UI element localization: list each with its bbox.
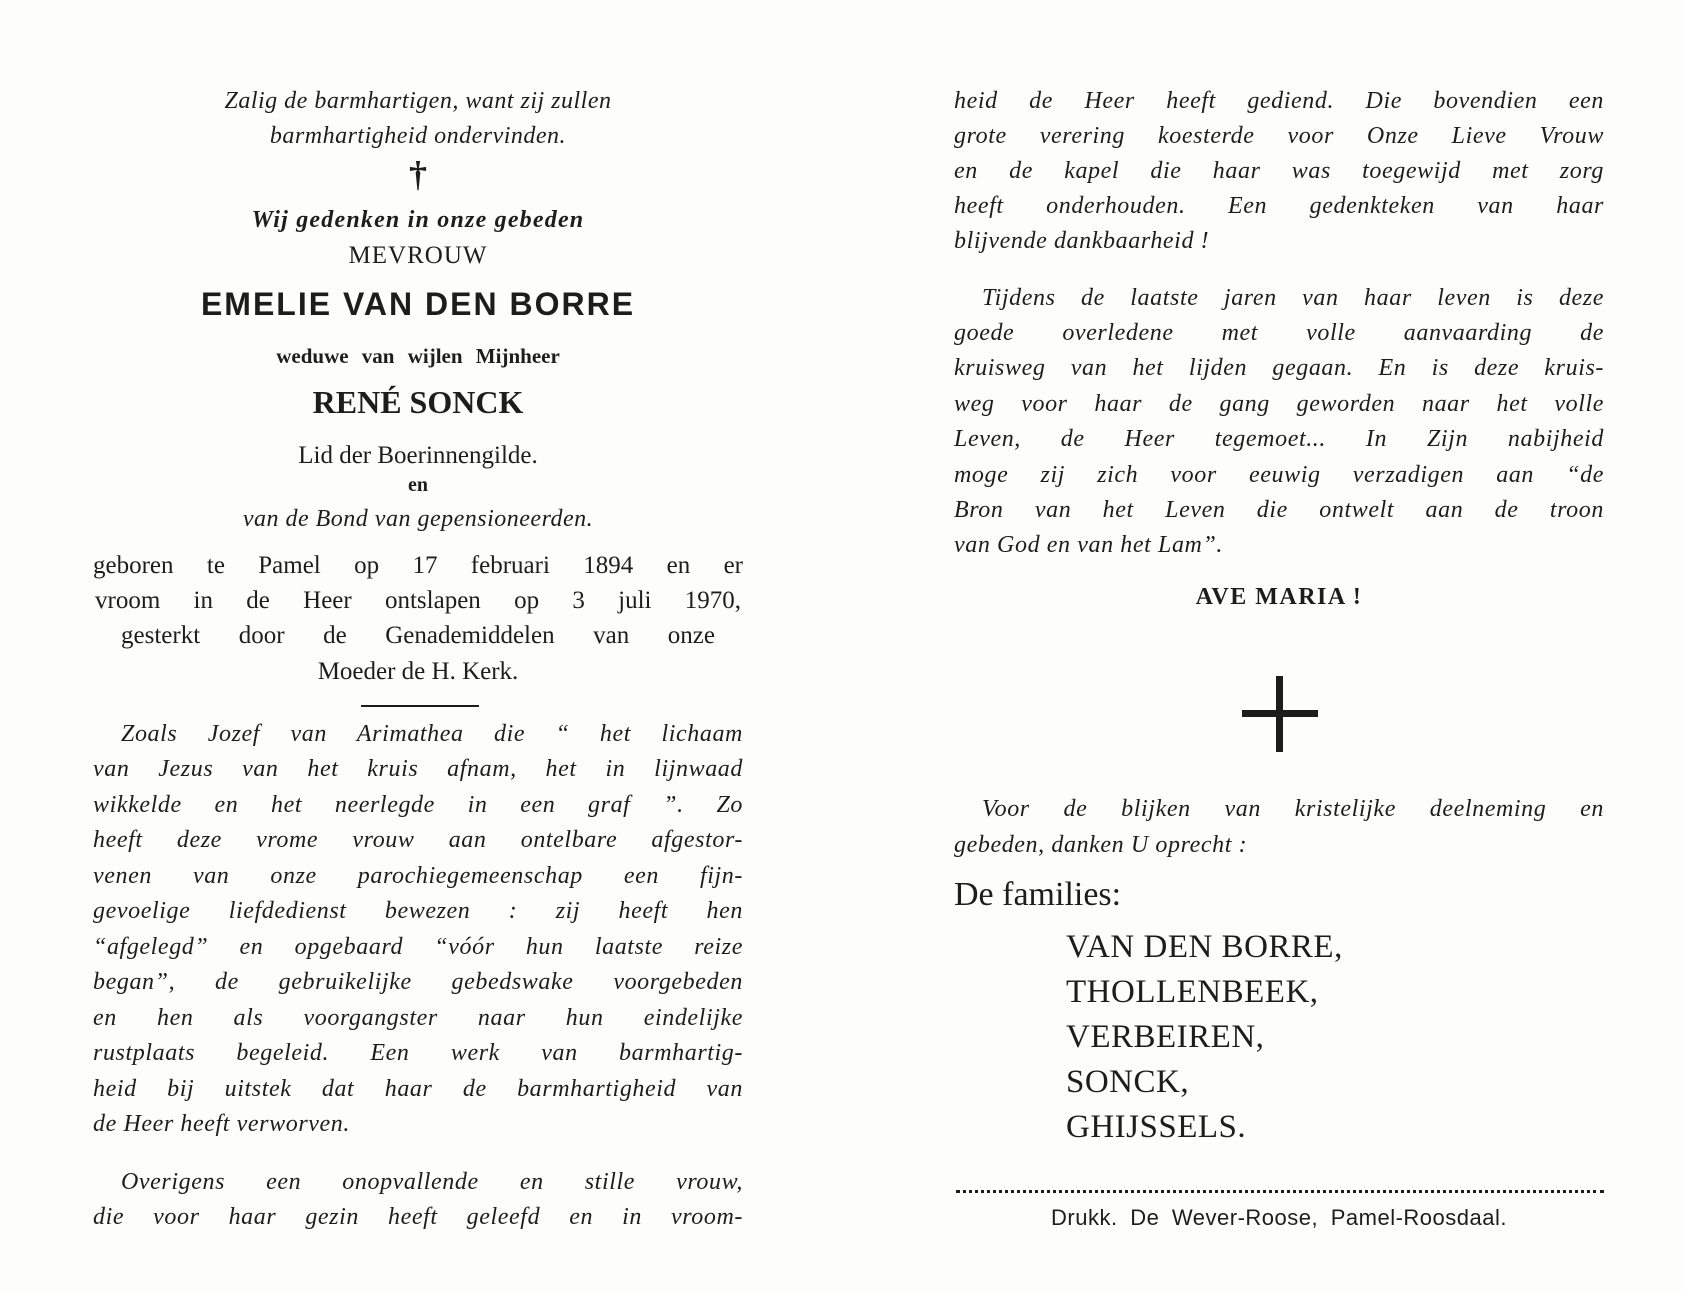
thanks-line: gebeden, danken U oprecht : [954, 832, 1248, 858]
birth-line: geboren te Pamel op 17 februari 1894 en er [93, 552, 743, 579]
paragraph-line: rustplaats begeleid. Een werk van barmhartig- [93, 1040, 743, 1066]
paragraph-line: van Jezus van het kruis afnam, het in lijnwaad [93, 756, 743, 782]
paragraph-line: moge zij zich voor eeuwig verzadigen aan “de [954, 462, 1604, 488]
paragraph-line: die voor haar gezin heeft geleefd en in vroom- [93, 1204, 743, 1230]
paragraph-line: Zoals Jozef van Arimathea die “ het lichaam [121, 721, 743, 747]
paragraph-line: blijvende dankbaarheid ! [954, 228, 1210, 254]
printer-credit: Drukk. De Wever-Roose, Pamel-Roosdaal. [1051, 1205, 1507, 1230]
family-name: SONCK, [1066, 1064, 1190, 1100]
family-name: THOLLENBEEK, [1066, 974, 1319, 1010]
family-name: VAN DEN BORRE, [1066, 929, 1343, 965]
paragraph-line: Leven, de Heer tegemoet... In Zijn nabijheid [954, 426, 1604, 452]
membership-2: van de Bond van gepensioneerden. [242, 506, 594, 532]
paragraph-line: wikkelde en het neerlegde in een graf ”. Zo [93, 792, 743, 818]
paragraph-line: de Heer heeft verworven. [93, 1111, 350, 1137]
paragraph-line: “afgelegd” en opgebaard “vóór hun laatste reize [93, 934, 743, 960]
paragraph-line: heeft onderhouden. Een gedenkteken van haar [954, 193, 1604, 219]
deceased-name: EMELIE VAN DEN BORRE [200, 286, 636, 322]
dotted-divider [956, 1190, 1604, 1193]
family-name: GHIJSSELS. [1066, 1109, 1247, 1145]
paragraph-line: en de kapel die haar was toegewijd met zorg [954, 158, 1604, 184]
small-cross-icon: † [409, 154, 427, 194]
remember-heading: Wij gedenken in onze gebeden [251, 207, 585, 233]
paragraph-line: heeft deze vrome vrouw aan ontelbare afgestor- [93, 827, 743, 853]
paragraph-line: Bron van het Leven die ontwelt aan de troon [954, 497, 1604, 523]
paragraph-line: grote verering koesterde voor Onze Lieve Vrouw [954, 123, 1604, 149]
paragraph-line: weg voor haar de gang geworden naar het volle [954, 391, 1604, 417]
birth-line: Moeder de H. Kerk. [317, 658, 519, 685]
divider [361, 705, 479, 707]
paragraph-line: began”, de gebruikelijke gebedswake voorgebeden [93, 969, 743, 995]
paragraph-line: en hen als voorgangster naar hun eindelijke [93, 1005, 743, 1031]
family-name: VERBEIREN, [1066, 1019, 1265, 1055]
husband-name: RENÉ SONCK [312, 384, 524, 420]
motto-line: barmhartigheid ondervinden. [269, 123, 567, 149]
membership: Lid der Boerinnengilde. [298, 442, 538, 469]
cross-icon [1242, 676, 1318, 752]
widow-of: weduwe van wijlen Mijnheer [276, 344, 560, 368]
conjunction: en [408, 474, 428, 496]
paragraph-line: van God en van het Lam”. [954, 532, 1224, 558]
motto-line: Zalig de barmhartigen, want zij zullen [224, 88, 612, 114]
paragraph-line: kruisweg van het lijden gegaan. En is deze kruis- [954, 355, 1604, 381]
birth-line: gesterkt door de Genademiddelen van onze [121, 622, 715, 649]
thanks-line: Voor de blijken van kristelijke deelneming en [982, 796, 1604, 822]
paragraph-line: heid de Heer heeft gediend. Die bovendien een [954, 88, 1604, 114]
paragraph-line: Overigens een onopvallende en stille vrouw, [121, 1169, 743, 1195]
paragraph-line: gevoelige liefdedienst bewezen : zij heeft hen [93, 898, 743, 924]
paragraph-line: venen van onze parochiegemeenschap een fijn- [93, 863, 743, 889]
families-label: De families: [954, 876, 1122, 913]
paragraph-line: Tijdens de laatste jaren van haar leven is deze [982, 285, 1604, 311]
paragraph-line: heid bij uitstek dat haar de barmhartigheid van [93, 1076, 743, 1102]
title-mevrouw: MEVROUW [348, 242, 488, 269]
birth-line: vroom in de Heer ontslapen op 3 juli 1970, [95, 587, 741, 614]
ave-maria: AVE MARIA ! [1195, 584, 1363, 610]
paragraph-line: goede overledene met volle aanvaarding de [954, 320, 1604, 346]
